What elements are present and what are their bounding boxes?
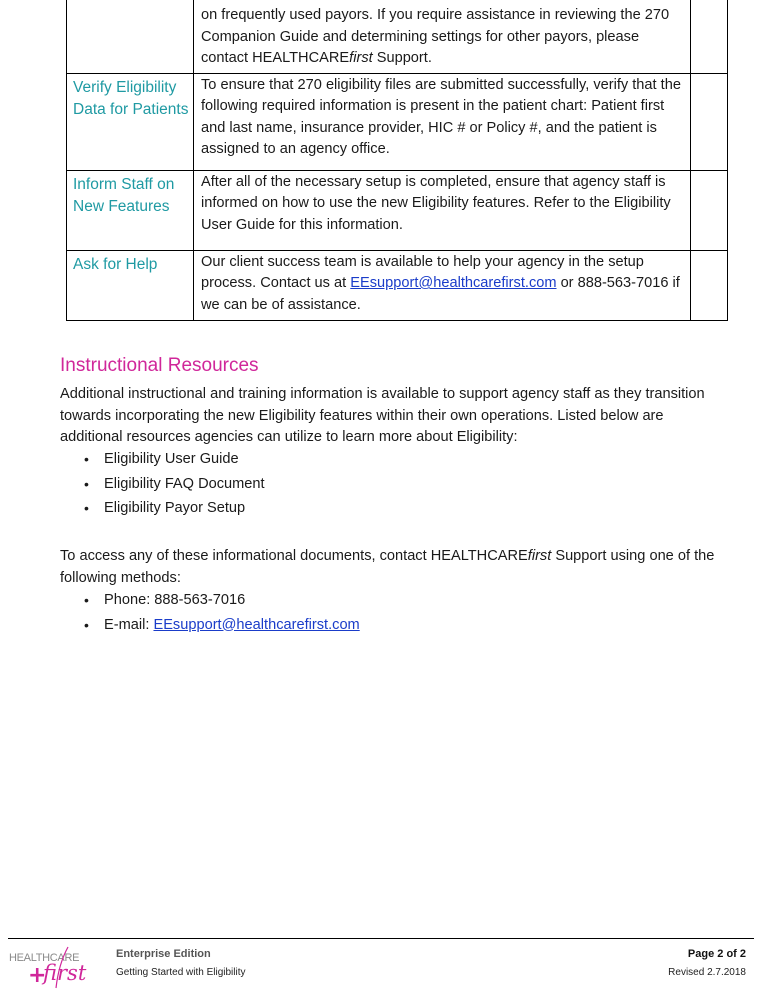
footer-divider bbox=[8, 938, 754, 939]
checkbox-cell bbox=[691, 250, 728, 320]
checkbox-cell bbox=[691, 73, 728, 170]
list-item: • Eligibility FAQ Document bbox=[84, 472, 265, 497]
email-link[interactable]: EEsupport@healthcarefirst.com bbox=[153, 616, 360, 633]
logo-wordmark-top: HEALTHCARE bbox=[9, 952, 80, 964]
footer-revised-date: Revised 2.7.2018 bbox=[668, 967, 746, 978]
support-email-link[interactable]: EEsupport@healthcarefirst.com bbox=[350, 275, 557, 291]
task-cell: Ask for Help bbox=[67, 250, 194, 320]
task-cell: Inform Staff on New Features bbox=[67, 170, 194, 250]
footer-edition: Enterprise Edition bbox=[116, 948, 211, 960]
healthcare-first-logo bbox=[8, 944, 98, 992]
list-item-email: • E-mail: EEsupport@healthcarefirst.com bbox=[84, 613, 360, 638]
table-row bbox=[67, 73, 728, 170]
list-item-phone: • Phone: 888-563-7016 bbox=[84, 588, 360, 613]
task-cell: Verify Eligibility Data for Patients bbox=[67, 73, 194, 170]
contact-methods-list bbox=[84, 588, 360, 637]
description-cell: Our client success team is available to help your agency in the setup process. Contact us at EEsupport@healthcarefirst.com or 888-563-7016 if we can be of assistance. bbox=[194, 250, 691, 320]
section-heading: Instructional Resources bbox=[60, 355, 259, 376]
contact-paragraph: To access any of these informational documents, contact HEALTHCAREfirst Support using one of the following methods: bbox=[60, 548, 715, 586]
footer-page-number: Page 2 of 2 bbox=[687, 948, 746, 960]
footer-doc-title: Getting Started with Eligibility bbox=[116, 967, 246, 978]
list-item: • Eligibility User Guide bbox=[84, 447, 265, 472]
list-item: • Eligibility Payor Setup bbox=[84, 496, 265, 521]
resources-intro: Additional instructional and training information is available to support agency staff as they transition towards incorporating the new Eligibility features within their own operations. Listed below are additional resources agencies can utilize to learn more about Eligibility: bbox=[60, 386, 705, 445]
resources-list bbox=[84, 447, 265, 521]
setup-checklist-table bbox=[66, 0, 728, 321]
logo-wordmark-bottom: first bbox=[43, 961, 87, 985]
task-cell bbox=[67, 0, 194, 73]
table-row bbox=[67, 0, 728, 73]
logo-plus-icon: + bbox=[28, 963, 47, 988]
table-row bbox=[67, 250, 728, 320]
description-cell: on frequently used payors. If you require assistance in reviewing the 270 Companion Guide and determining settings for other payors, please contact HEALTHCAREfirst Support. bbox=[194, 0, 691, 73]
description-cell: After all of the necessary setup is completed, ensure that agency staff is informed on how to use the new Eligibility features. Refer to the Eligibility User Guide for this information. bbox=[194, 170, 691, 250]
table-row bbox=[67, 170, 728, 250]
checkbox-cell bbox=[691, 0, 728, 73]
checkbox-cell bbox=[691, 170, 728, 250]
description-cell: To ensure that 270 eligibility files are submitted successfully, verify that the following required information is present in the patient chart: Patient first and last name, insurance provider, HIC # or Policy #, and the patient is assigned to an agency office. bbox=[194, 73, 691, 170]
